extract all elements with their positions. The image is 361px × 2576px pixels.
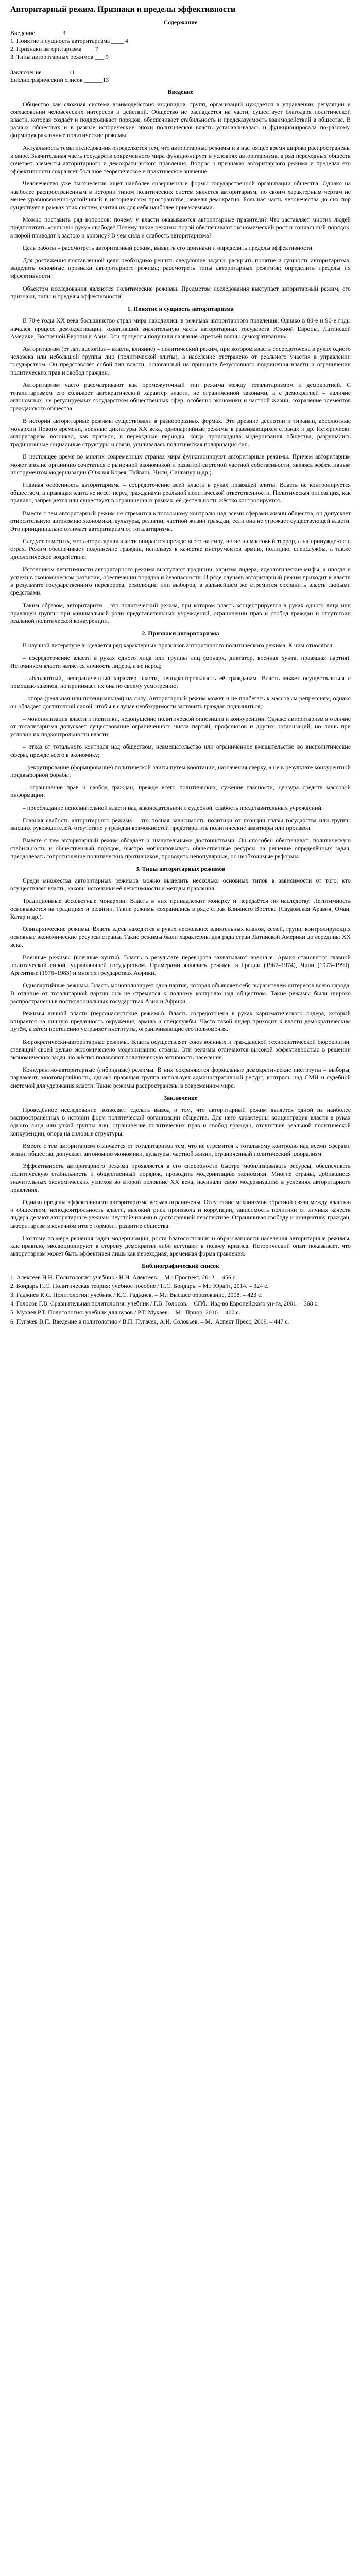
intro-heading: Введение bbox=[167, 88, 194, 96]
toc-spacer bbox=[10, 61, 351, 69]
conclusion-body bbox=[10, 1106, 351, 1258]
section-1-paragraph: Авторитаризм часто рассматривают как промежуточный тип режима между тоталитаризмом и демократией. С тоталитаризмом его сближает автократический характер власти, не ограниченной законами, а с демократией – наличие автономных, не регулируемых государством общественных сфер, особенно экономики и частной жизни, сохранение элементов гражданского общества. bbox=[10, 381, 351, 412]
section-1-paragraph: Таким образом, авторитаризм – это политический режим, при котором власть концентрируется в руках одного лица или правящей группы при минимальной роли представительных учреждений, ограничении прав и свобод граждан и отсутствии реальной политической конкуренции. bbox=[10, 601, 351, 624]
section-1-paragraph: В истории авторитарные режимы существовали в разнообразных формах. Это древние деспотии и тирании, абсолютные монархии Нового времени, военные диктатуры XX века, однопартийные режимы в развивающихся странах и др. Исторически авторитаризм возникал, как правило, в переходные периоды, когда происходила модернизация общества, разрушались традиционные социальные структуры и связи, усиливалась политическая поляризация сил. bbox=[10, 417, 351, 448]
bibliography-entry: 4. Голосов Г.В. Сравнительная политология: учебник / Г.В. Голосов. – СПб.: Изд-во Европейского ун-та, 2001. – 368 с. bbox=[10, 1300, 319, 1308]
intro-paragraph: Цель работы – рассмотреть авторитарный режим, выявить его признаки и определить пределы эффективности. bbox=[23, 244, 314, 251]
bibliography-heading: Библиографический список bbox=[142, 1262, 219, 1270]
section-2-body bbox=[10, 641, 351, 860]
feature-list-item: – опора (реальная или потенциальная) на силу. Авторитарный режим может и не прибегать к массовым репрессиям, однако он обладает достаточной силой, чтобы в случае необходимости заставить граждан подчиниться; bbox=[10, 694, 351, 710]
section-2-paragraph: Вместе с тем авторитарный режим обладает и значительными достоинствами. Он способен обеспечивать политическую стабильность и общественный порядок, быстро мобилизовывать общественные ресурсы на решение определённых задач, преодолевать сопротивление политических противников, проводить непопулярные, но необходимые реформы. bbox=[10, 837, 351, 860]
section-1-paragraph: Источником легитимности авторитарного режима выступают традиции, харизма лидера, идеологические мифы, а иногда и успехи в экономическом развитии, обеспечении порядка и безопасности. В ряде случаев авторитарный режим приходит к власти в результате государственного переворота, революции или выборов, в дальнейшем же стремится сохранить власть любыми средствами. bbox=[10, 565, 351, 597]
toc-entry-conclusion: Заключение_________11 bbox=[10, 69, 75, 76]
bibliography-entry: 1. Алексеев Н.Н. Политология: учебник / Н.Н. Алексеев. – М.: Проспект, 2012. – 456 с. bbox=[10, 1273, 237, 1281]
toc-entry-section-1: 1. Понятие и сущность авторитаризма ____ 4 bbox=[10, 37, 128, 45]
intro-paragraph: Объектом исследования являются политические режимы. Предметом исследования выступает авторитарный режим, его признаки, типы и пределы эффективности. bbox=[10, 284, 351, 300]
section-2-heading: 2. Признаки авторитаризма bbox=[142, 630, 219, 637]
intro-body bbox=[10, 100, 351, 300]
intro-paragraph: Человечество уже тысячелетия ищет наиболее совершенные формы государственной организации общества. Однако на наиболее распространенным в истории типом политических систем является авторитаризм, по своим характерным чертам не менее уравновешенно-устойчивый в историческом пространстве, нежели демократия. Большая часть человечества до сих пор существует в рамках этих систем, считая их для себя наиболее приемлемыми. bbox=[10, 180, 351, 211]
intro-paragraph: Можно поставить ряд вопросов: почему у власти оказываются авторитарные правители? Что заставляет многих людей предпочитать «сильную руку» свободе? Почему такие режимы порой обеспечивают экономический рост и социальный порядок, а порой приводят к застою и кризису? В чём сила и слабость авторитаризма? bbox=[10, 216, 351, 239]
section-1-paragraph: Следует отметить, что авторитарная власть опирается прежде всего на силу, но не на массовый террор, а на принуждение и страх. Режим обеспечивает подчинение граждан, используя в качестве инструментов армию, полицию, спецслужбы, а также идеологическое воздействие. bbox=[10, 537, 351, 561]
feature-list-item: – монополизация власти и политики, недопущение политической оппозиции и конкуренции. Однако авторитаризм в отличие от тоталитаризма допускает существование ограниченного числа партий, профсоюзов и других организаций, но лишь при условии их подконтрольности власти; bbox=[10, 715, 351, 738]
section-3-paragraph: Среди множества авторитарных режимов можно выделить несколько основных типов в зависимости от того, кто осуществляет власть, каковы источники её легитимности и методы правления. bbox=[10, 877, 351, 892]
section-1-paragraph: Главная особенность авторитаризма – сосредоточение всей власти в руках правящей элиты. Власть не контролируется обществом, а правящая элита не несёт перед гражданами реальной политической ответственности. Политическая оппозиция, как правило, запрещается или существует в ограниченных рамках, её деятельность жёстко контролируется. bbox=[10, 481, 351, 504]
conclusion-paragraph: Вместе с тем авторитаризм отличается от тоталитаризма тем, что не стремится к тотальному контролю над всеми сферами жизни общества, допускает автономию экономики, культуры, частной жизни, ограниченный политический плюрализм. bbox=[10, 1142, 351, 1157]
table-of-contents bbox=[10, 29, 351, 84]
section-3-heading: 3. Типы авторитарных режимов bbox=[135, 865, 226, 872]
section-3-paragraph: Однопартийные режимы. Власть монополизирует одна партия, которая объявляет себя выразителем интересов всего народа. В отличие от тоталитарной партии она не стремится к полному контролю над обществом. Такие режимы были широко распространены в постколониальных государствах Азии и Африки. bbox=[10, 981, 351, 1005]
feature-list-item: – преобладание исполнительной власти над законодательной и судебной, слабость представительных учреждений. bbox=[23, 804, 323, 811]
bibliography-entry: 6. Пугачев В.П. Введение в политологию / В.П. Пугачев, А.И. Соловьев. – М.: Аспект Пресс, 2009. – 447 с. bbox=[10, 1317, 289, 1325]
bibliography-list bbox=[10, 1274, 351, 1326]
section-2-paragraph: Главная слабость авторитарного режима – это полная зависимость политики от позиции главы государства или группы высших руководителей, отсутствие у граждан возможностей предотвратить политические авантюры или произвол. bbox=[10, 816, 351, 832]
conclusion-paragraph: Однако пределы эффективности авторитаризма весьма ограничены. Отсутствие механизмов обратной связи между властью и обществом, неподконтрольность власти, высокий риск произвола и коррупции, зависимость политики от личных качеств лидера делают авторитарные режимы неустойчивыми в долгосрочной перспективе. Ограничивая свободу и инициативу граждан, авторитаризм в конечном итоге тормозит развитие общества. bbox=[10, 1198, 351, 1229]
bibliography-entry: 5. Мухаев Р.Т. Политология: учебник для вузов / Р.Т. Мухаев. – М.: Приор, 2010. – 400 с. bbox=[10, 1309, 240, 1316]
section-3-paragraph: Режимы личной власти (персоналистские режимы). Власть сосредоточена в руках харизматического лидера, который опирается на личную преданность окружения, армию и спецслужбы. Часто такой лидер приходит к власти демократическим путём, а затем постепенно устраняет институты, ограничивающие его полномочия. bbox=[10, 1009, 351, 1033]
bibliography-entry: 3. Гаджиев К.С. Политология: учебник / К.С. Гаджиев. – М.: Высшее образование, 2008. – 423 с. bbox=[10, 1291, 263, 1299]
toc-entry-bibliography: Библиографический список ______13 bbox=[10, 76, 109, 84]
conclusion-paragraph: Поэтому по мере решения задач модернизации, роста благосостояния и образованности населения авторитарные режимы, как правило, эволюционируют в сторону демократии либо вступают в полосу кризиса. Исторический опыт показывает, что авторитаризм может быть эффективен лишь как переходная, временная форма правления. bbox=[10, 1234, 351, 1258]
section-1-paragraph: Авторитаризм (от лат. auctoritas – власть, влияние) – политический режим, при котором власть сосредоточена в руках одного человека или небольшой группы лиц (политической элиты), а население отстранено от реального участия в управлении государством. Он представляет собой тип власти, основанный на принципе безусловного подчинения власти и ограничении политических прав и свобод граждан. bbox=[10, 345, 351, 376]
feature-list-item: – сосредоточение власти в руках одного лица или группы лиц (монарх, диктатор, военная хунта, правящая партия). Источником власти является личность лидера, а не народ; bbox=[10, 654, 351, 669]
toc-entry-section-2: 2. Признаки авторитаризма____ 7 bbox=[10, 45, 99, 53]
section-1-body bbox=[10, 317, 351, 625]
document-title: Авторитарный режим. Признаки и пределы эффективности bbox=[10, 5, 236, 14]
conclusion-paragraph: Эффективность авторитарного режима проявляется в его способности быстро мобилизовывать ресурсы, обеспечивать политическую стабильность и общественный порядок, проводить модернизацию экономики. Многие страны, добившиеся значительных экономических успехов во второй половине XX века, начинали свою модернизацию в условиях авторитарного правления. bbox=[10, 1162, 351, 1193]
feature-list-item: – абсолютный, неограниченный характер власти, неподконтрольность её гражданам. Власть может осуществляться с помощью законов, но принимает их она по своему усмотрению; bbox=[10, 674, 351, 690]
section-3-paragraph: Конкурентно-авторитарные (гибридные) режимы. В них сохраняются формальные демократические институты – выборы, парламент, многопартийность, однако правящая группа использует административный ресурс, контроль над СМИ и судебной системой для удержания власти. Такие режимы распространены в современном мире. bbox=[10, 1066, 351, 1089]
section-3-paragraph: Традиционные абсолютные монархии. Власть в них принадлежит монарху и передаётся по наследству. Легитимность основывается на традициях и религии. Такие режимы сохранились в ряде стран Ближнего Востока (Саудовская Аравия, Оман, Катар и др.). bbox=[10, 897, 351, 920]
section-3-paragraph: Бюрократически-авторитарные режимы. Власть осуществляет союз военных и гражданской технократической бюрократии, ставящий своей целью экономическую модернизацию страны. Эти режимы отличаются высокой эффективностью в решении экономических задач, но жёстко подавляют политическую активность населения. bbox=[10, 1038, 351, 1061]
intro-paragraph: Актуальность темы исследования определяется тем, что авторитарные режимы и в настоящее время широко распространены в мире. Значительная часть государств современного мира функционирует в условиях авторитаризма, а ряд переходных обществ сочетает элементы авторитарного и демократического правления. Вопрос о признаках авторитарного режима и пределах его эффективности сохраняет большое теоретическое и практическое значение. bbox=[10, 144, 351, 175]
intro-paragraph: Общество как сложная система взаимодействия индивидов, групп, организаций нуждается в управлении, регуляции и согласовании человеческих интересов и действий. Общество не распадается на части, существует благодаря политической власти, которая создаёт и поддерживает порядок, обеспечивает стабильность и предсказуемость взаимодействий в обществе. В разных обществах и в разные исторические эпохи политическая власть устанавливалась и функционировала по-разному, формируя различные политические режимы. bbox=[10, 100, 351, 139]
intro-paragraph: Для достижения поставленной цели необходимо решить следующие задачи: раскрыть понятие и сущность авторитаризма; выделить основные признаки авторитарного режима; рассмотреть типы авторитарных режимов; определить пределы их эффективности. bbox=[10, 257, 351, 280]
section-1-paragraph: Вместе с тем авторитарный режим не стремится к тотальному контролю над всеми сферами жизни общества, он допускает относительную автономию экономики, культуры, религии, частной жизни граждан, если она не угрожает существующей власти. Это принципиально отличает авторитаризм от тоталитаризма. bbox=[10, 509, 351, 532]
section-3-paragraph: Военные режимы (военные хунты). Власть в результате переворота захватывают военные. Армия становится главной политической силой, управляющей государством. Примерами являлись режимы в Греции (1967–1974), Чили (1973–1990), Аргентине (1976–1983) и многих государствах Африки. bbox=[10, 953, 351, 977]
section-3-body bbox=[10, 877, 351, 1090]
section-3-paragraph: Олигархические режимы. Власть здесь находится в руках нескольких влиятельных кланов, семей, групп, контролирующих основные экономические ресурсы страны. Такие режимы были характерны для ряда стран Латинской Америки до середины XX века. bbox=[10, 925, 351, 948]
conclusion-heading: Заключение bbox=[163, 1094, 198, 1101]
feature-list-item: – отказ от тотального контроля над обществом, невмешательство или ограниченное вмешательство во внеполитические сферы, прежде всего в экономику; bbox=[10, 743, 351, 758]
section-2-intro: В научной литературе выделяется ряд характерных признаков авторитарного политического режима. К ним относятся: bbox=[23, 641, 334, 649]
toc-entry-intro: Введение ________ 3 bbox=[10, 29, 66, 37]
section-1-paragraph: В 70-е годы XX века большинство стран мира находились в режимах авторитарного правления. Однако в 80-е и 90-е годы начался процесс демократизации, охвативший значительную часть авторитарных государств Южной Европы, Латинской Америки, Восточной Европы и Азии. Эти процессы получили название «третьей волны демократизации». bbox=[10, 317, 351, 340]
section-1-paragraph: В настоящее время во многих современных странах мира функционируют авторитарные режимы. Причем авторитаризм может вполне органично сочетаться с рыночной экономикой и развитой системой частной собственности, являясь эффективным инструментом модернизации (Южная Корея, Тайвань, Чили, Сингапур и др.). bbox=[10, 453, 351, 476]
toc-heading: Содержание bbox=[163, 19, 198, 26]
conclusion-paragraph: Проведённое исследование позволяет сделать вывод о том, что авторитарный режим является одной из наиболее распространённых в истории форм политической организации общества. Для него характерны концентрация власти в руках одного лица или узкой группы лиц, ограничение политических прав и свобод граждан, отсутствие реальной политической конкуренции, опора на силовые структуры. bbox=[10, 1106, 351, 1137]
feature-list-item: – рекрутирование (формирование) политической элиты путём кооптации, назначения сверху, а не в результате конкурентной предвыборной борьбы; bbox=[10, 763, 351, 779]
toc-entry-section-3: 3. Типы авторитарных режимов ___ 9 bbox=[10, 53, 109, 60]
bibliography-entry: 2. Бондарь Н.С. Политическая теория: учебное пособие / Н.С. Бондарь. – М.: Юрайт, 2014. – 324 с. bbox=[10, 1282, 269, 1290]
section-1-heading: 1. Понятие и сущность авторитаризма bbox=[127, 305, 234, 313]
feature-list-item: – ограничение прав и свобод граждан, прежде всего политических, сужение гласности, цензура средств массовой информации; bbox=[10, 784, 351, 799]
